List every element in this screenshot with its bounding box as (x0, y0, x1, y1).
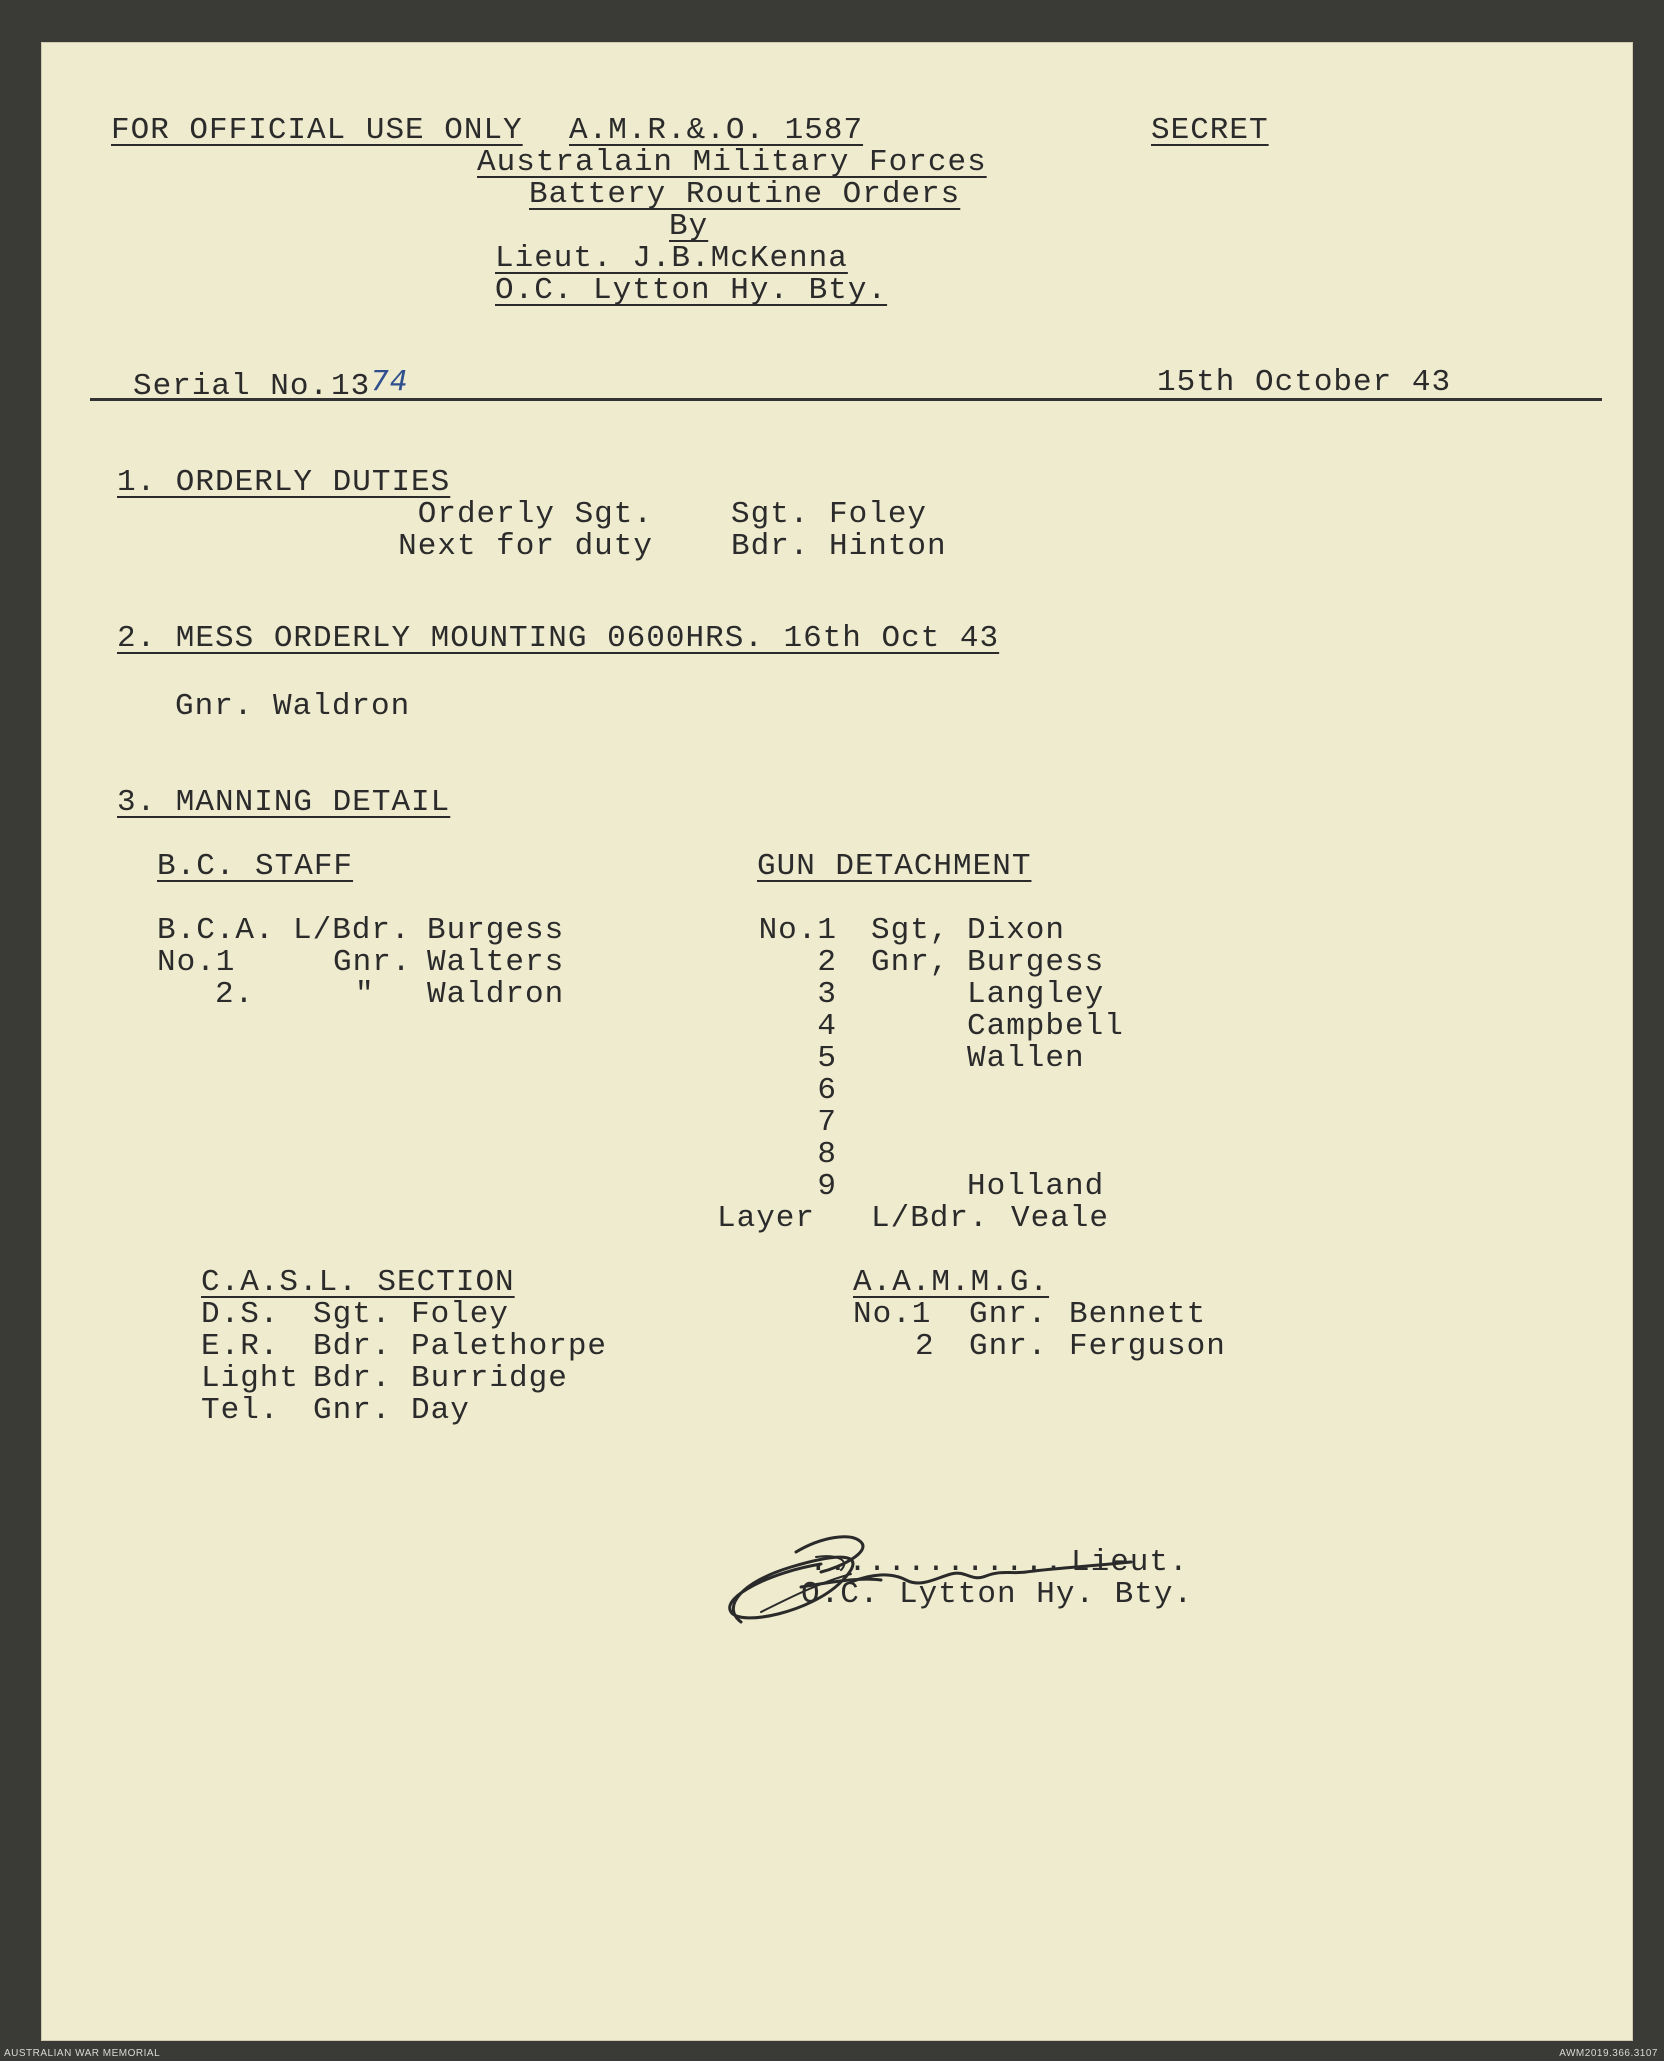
casl-row-rank: Bdr. (313, 1361, 392, 1396)
bc-row-name: Burgess (427, 913, 565, 948)
footer-right: AWM2019.366.3107 (1559, 2048, 1658, 2059)
bc-row-rank: " (355, 977, 375, 1012)
gun-row-rank: Sgt, (871, 913, 950, 948)
gun-row-no: 9 (817, 1169, 837, 1204)
signature-rank: Lieut. (1071, 1545, 1189, 1580)
gun-row-no: 6 (817, 1073, 837, 1108)
gun-row-no: 5 (817, 1041, 837, 1076)
bc-row-pos: B.C.A. (157, 913, 275, 948)
casl-row-rank: Bdr. (313, 1329, 392, 1364)
casl-row-rank: Gnr. (313, 1393, 392, 1428)
gun-row-no: 7 (817, 1105, 837, 1140)
aammg-row-no: 2 (915, 1329, 935, 1364)
bc-row-rank: L/Bdr. (293, 913, 411, 948)
aammg-row-rank: Gnr. (969, 1329, 1048, 1364)
gun-row-no: No.1 (758, 913, 837, 948)
aammg-row-rank: Gnr. (969, 1297, 1048, 1332)
casl-row-name: Palethorpe (411, 1329, 608, 1364)
serial-number: 13 (331, 369, 371, 404)
gun-detachment-heading: GUN DETACHMENT (757, 849, 1032, 884)
section-1-title-text: 1. ORDERLY DUTIES (117, 465, 451, 500)
casl-row-name: Day (411, 1393, 470, 1428)
document-page (41, 42, 1633, 2041)
aammg-heading: A.A.M.M.G. (853, 1265, 1050, 1300)
casl-heading: C.A.S.L. SECTION (201, 1265, 515, 1300)
orderly-sgt-name: Sgt. Foley (731, 497, 928, 532)
casl-row-pos: E.R. (201, 1329, 280, 1364)
casl-row-pos: Light (201, 1361, 300, 1396)
gun-row-name: Holland (967, 1169, 1105, 1204)
gun-row-no: 3 (817, 977, 837, 1012)
section-2-title: 2. MESS ORDERLY MOUNTING 0600HRS. 16th Oct 43 (117, 621, 1000, 656)
casl-row-pos: Tel. (201, 1393, 280, 1428)
gun-row-name: Dixon (967, 913, 1066, 948)
casl-row-name: Burridge (411, 1361, 568, 1396)
aammg-row-no: No.1 (853, 1297, 932, 1332)
gun-row-name: Wallen (967, 1041, 1085, 1076)
official-use-label: FOR OFFICIAL USE ONLY (111, 113, 523, 148)
footer-left: AUSTRALIAN WAR MEMORIAL (4, 2048, 161, 2059)
casl-row-rank: Sgt. (313, 1297, 392, 1332)
bc-staff-heading: B.C. STAFF (157, 849, 354, 884)
next-duty-name: Bdr. Hinton (731, 529, 947, 564)
header-line-orders: Battery Routine Orders (529, 177, 961, 212)
section-1-title (117, 466, 450, 500)
header-line-forces: Australain Military Forces (477, 145, 987, 180)
bc-row-name: Waldron (427, 977, 565, 1012)
serial-handwritten: 74 (371, 364, 409, 397)
gun-row-name: Langley (967, 977, 1105, 1012)
serial-label: Serial No. (133, 369, 330, 404)
order-reference: A.M.R.&.O. 1587 (569, 113, 864, 148)
orderly-sgt-role: Orderly Sgt. (417, 497, 653, 532)
next-duty-role: Next for duty (398, 529, 653, 564)
casl-row-name: Foley (411, 1297, 510, 1332)
header-line-unit: O.C. Lytton Hy. Bty. (495, 273, 888, 308)
layer-rank: L/Bdr. (871, 1201, 989, 1236)
gun-row-rank: Gnr, (871, 945, 950, 980)
layer-name: Veale (1011, 1201, 1110, 1236)
signature-dots: ............. (809, 1545, 1064, 1580)
bc-row-pos: 2. (215, 977, 255, 1012)
gun-row-name: Burgess (967, 945, 1105, 980)
order-date: 15th October 43 (1157, 365, 1452, 400)
bc-row-pos: No.1 (157, 945, 236, 980)
mess-orderly-name: Gnr. Waldron (175, 689, 411, 724)
bc-row-rank: Gnr. (333, 945, 412, 980)
header-line-officer: Lieut. J.B.McKenna (495, 241, 848, 276)
aammg-row-name: Ferguson (1069, 1329, 1226, 1364)
gun-row-no: 4 (817, 1009, 837, 1044)
gun-row-no: 8 (817, 1137, 837, 1172)
classification-label: SECRET (1151, 113, 1269, 148)
casl-row-pos: D.S. (201, 1297, 280, 1332)
gun-row-name: Campbell (967, 1009, 1124, 1044)
bc-row-name: Walters (427, 945, 565, 980)
aammg-row-name: Bennett (1069, 1297, 1207, 1332)
header-divider (90, 398, 1602, 401)
gun-row-no: 2 (817, 945, 837, 980)
section-3-title: 3. MANNING DETAIL (117, 785, 451, 820)
header-line-by: By (669, 209, 709, 244)
layer-label: Layer (717, 1201, 816, 1236)
signature-unit: O.C. Lytton Hy. Bty. (801, 1577, 1194, 1612)
